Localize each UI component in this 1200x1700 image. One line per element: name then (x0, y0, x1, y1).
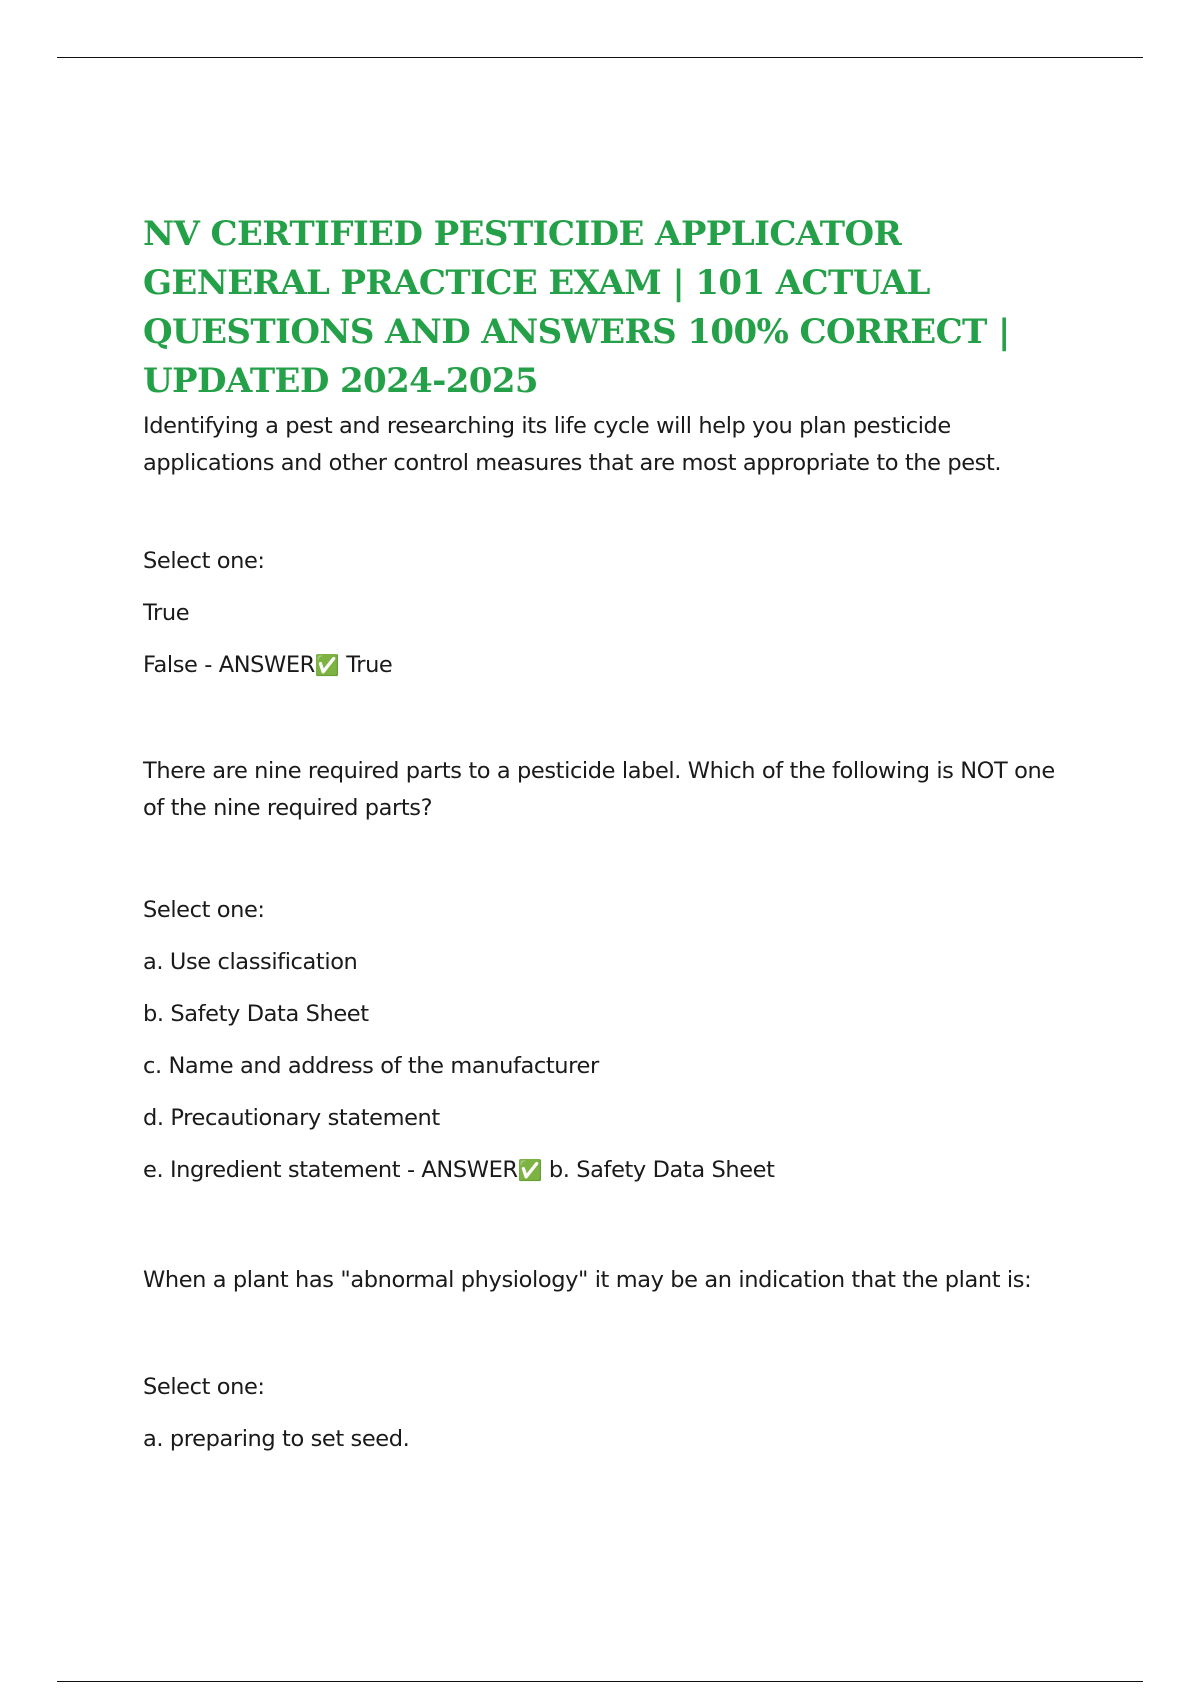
answer-label: - ANSWER (197, 652, 315, 678)
question-1-option-a: True (143, 600, 190, 626)
question-2-option-b: b. Safety Data Sheet (143, 1001, 369, 1027)
question-3-prompt: When a plant has "abnormal physiology" it may be an indication that the plant is: (143, 1267, 1032, 1293)
question-2-prompt: There are nine required parts to a pesticide label. Which of the following is NOT one of the nine required parts? (143, 758, 1055, 821)
question-2-option-c: c. Name and address of the manufacturer (143, 1053, 599, 1079)
answer-text: b. Safety Data Sheet (542, 1157, 775, 1183)
question-2-option-e (143, 1155, 1063, 1185)
question-3-select-label: Select one: (143, 1374, 265, 1400)
question-1-prompt: Identifying a pest and researching its life cycle will help you plan pesticide applications and other control measures that are most appropriate to the pest. (143, 413, 1002, 476)
check-mark-icon: ✅ (314, 653, 340, 677)
question-1-select-label: Select one: (143, 548, 265, 574)
question-3-option-a: a. preparing to set seed. (143, 1426, 410, 1452)
question-2-option-e-text: e. Ingredient statement (143, 1157, 401, 1183)
answer-label: - ANSWER (400, 1157, 518, 1183)
check-mark-icon: ✅ (517, 1158, 543, 1182)
document-body (143, 210, 1063, 1454)
question-2-option-a: a. Use classification (143, 949, 358, 975)
question-2-select-label: Select one: (143, 897, 265, 923)
top-rule (57, 57, 1143, 58)
question-2-option-d: d. Precautionary statement (143, 1105, 440, 1131)
question-1-option-b (143, 650, 1063, 680)
answer-text: True (339, 652, 393, 678)
document-title: NV CERTIFIED PESTICIDE APPLICATOR GENERAL PRACTICE EXAM | 101 ACTUAL QUESTIONS AND ANSWERS 100% CORRECT | UPDATED 2024-2025 (143, 214, 1010, 401)
bottom-rule (57, 1681, 1143, 1682)
question-1-option-b-text: False (143, 652, 198, 678)
